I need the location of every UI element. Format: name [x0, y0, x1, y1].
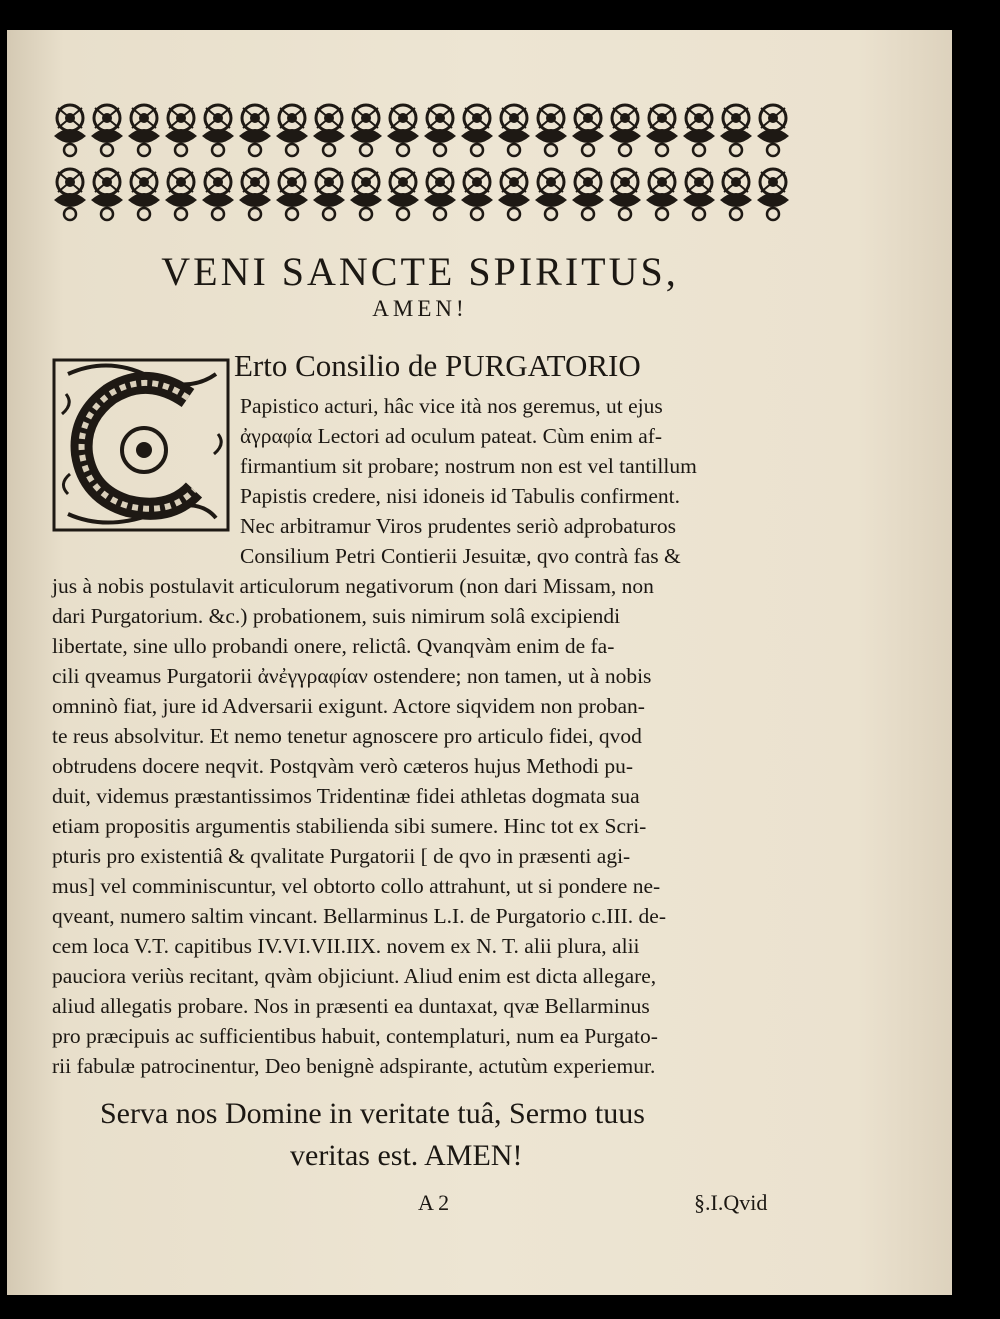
text-line-15: duit, videmus præstantissimos Tridentinæ fidei athletas dogmata sua: [52, 784, 640, 808]
text-line-17: pturis pro existentiâ & qvalitate Purgatorii [ de qvo in præsenti agi-: [52, 844, 631, 868]
text-line-18: mus] vel comminiscuntur, vel obtorto collo attrahunt, ut si pondere ne-: [52, 874, 661, 898]
text-line-21: pauciora veriùs recitant, qvàm objiciunt. Aliud enim est dicta allegare,: [52, 964, 657, 988]
decorated-initial-c: [48, 354, 234, 536]
text-line-1: Erto Consilio de PURGATORIO: [234, 348, 641, 383]
closing-motto-line-1: Serva nos Domine in veritate tuâ, Sermo tuus: [100, 1097, 645, 1130]
text-line-8: jus à nobis postulavit articulorum negativorum (non dari Missam, non: [52, 574, 654, 598]
page-heading: VENI SANCTE SPIRITUS,: [161, 249, 679, 294]
text-line-22: aliud allegatis probare. Nos in præsenti ea duntaxat, qvæ Bellarminus: [52, 994, 650, 1018]
headpiece-ornament: [52, 100, 792, 228]
closing-motto-line-2: veritas est. AMEN!: [290, 1139, 523, 1172]
text-line-4: firmantium sit probare; nostrum non est vel tantillum: [240, 454, 697, 478]
text-line-11: cili qveamus Purgatorii ἀνἐγγραφίαν ostendere; non tamen, ut à nobis: [52, 664, 652, 688]
text-line-23: pro præcipuis ac sufficientibus habuit, contemplaturi, num ea Purgato-: [52, 1024, 658, 1048]
text-line-19: qveant, numero saltim vincant. Bellarminus L.I. de Purgatorio c.III. de-: [52, 904, 666, 928]
text-line-14: obtrudens docere neqvit. Postqvàm verò cæteros hujus Methodi pu-: [52, 754, 633, 778]
text-line-20: cem loca V.T. capitibus IV.VI.VII.IIX. novem ex N. T. alii plura, alii: [52, 934, 640, 958]
text-line-3: ἀγραφία Lectori ad oculum pateat. Cùm enim af-: [240, 424, 663, 448]
text-line-10: libertate, sine ullo probandi onere, relictâ. Qvanqvàm enim de fa-: [52, 634, 615, 658]
page-subheading: AMEN!: [372, 296, 468, 321]
text-line-16: etiam propositis argumentis stabilienda sibi sumere. Hinc tot ex Scri-: [52, 814, 647, 838]
text-line-5: Papistis credere, nisi idoneis id Tabulis confirment.: [240, 484, 680, 508]
text-line-6: Nec arbitramur Viros prudentes seriò adprobaturos: [240, 514, 676, 538]
text-line-13: te reus absolvitur. Et nemo tenetur agnoscere pro articulo fidei, qvod: [52, 724, 642, 748]
signature-mark: A 2: [418, 1190, 450, 1215]
text-line-12: omninò fiat, jure id Adversarii exigunt. Actore siqvidem non proban-: [52, 694, 645, 718]
text-line-7: Consilium Petri Contierii Jesuitæ, qvo contrà fas &: [240, 544, 681, 568]
text-line-2: Papistico acturi, hâc vice ità nos geremus, ut ejus: [240, 394, 663, 418]
text-line-9: dari Purgatorium. &c.) probationem, suis nimirum solâ excipiendi: [52, 604, 621, 628]
catchword: §.I.Qvid: [694, 1190, 768, 1215]
text-line-24: rii fabulæ patrocinentur, Deo benignè adspirante, actutùm experiemur.: [52, 1054, 656, 1078]
